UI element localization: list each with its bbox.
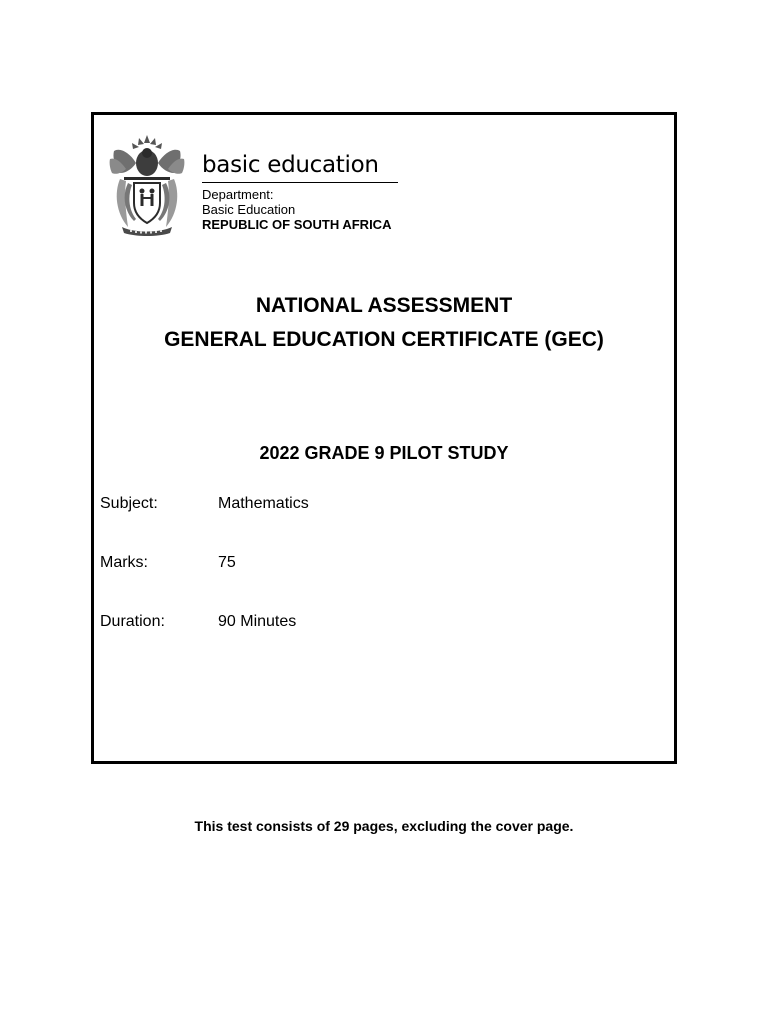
assessment-title: NATIONAL ASSESSMENT bbox=[255, 294, 513, 317]
pilot-study-heading: 2022 GRADE 9 PILOT STUDY bbox=[259, 443, 509, 463]
department-block bbox=[202, 151, 402, 232]
org-name-underline bbox=[202, 182, 398, 183]
department-name: Basic Education bbox=[202, 202, 296, 217]
cover-frame bbox=[91, 112, 677, 764]
org-name: basic education bbox=[202, 152, 379, 178]
department-label: Department: bbox=[202, 187, 274, 202]
certificate-title: GENERAL EDUCATION CERTIFICATE (GEC) bbox=[164, 328, 604, 351]
coat-of-arms-icon bbox=[106, 133, 188, 237]
duration-value: 90 Minutes bbox=[218, 613, 297, 630]
subject-value: Mathematics bbox=[218, 495, 309, 512]
duration-label: Duration: bbox=[100, 613, 165, 630]
page-count-note: This test consists of 29 pages, excluding the cover page. bbox=[194, 818, 574, 834]
marks-label: Marks: bbox=[100, 554, 148, 571]
country-name: REPUBLIC OF SOUTH AFRICA bbox=[202, 217, 392, 232]
marks-value: 75 bbox=[218, 554, 236, 571]
subject-label: Subject: bbox=[100, 495, 158, 512]
